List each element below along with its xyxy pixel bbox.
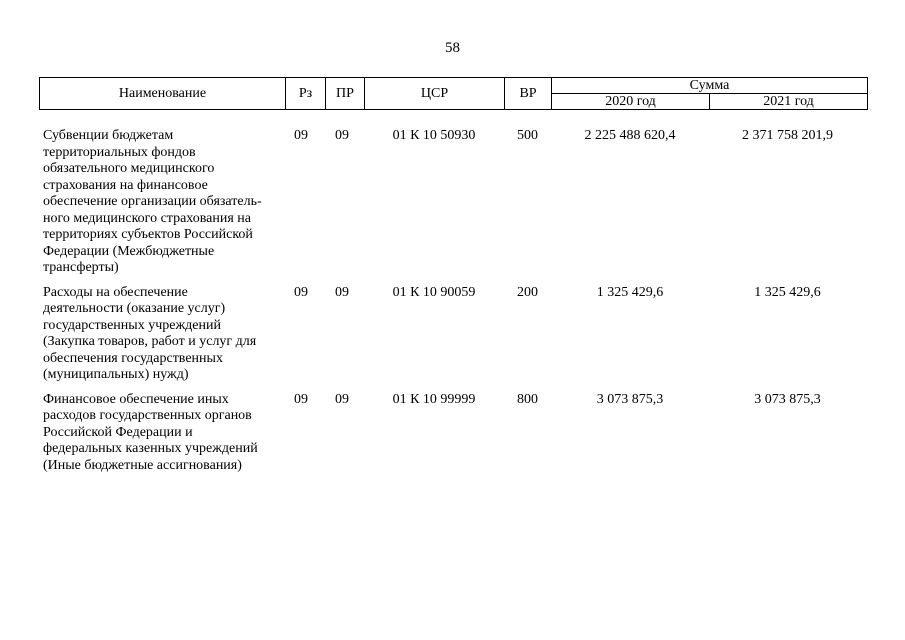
table-row <box>39 285 868 384</box>
cell-name-line: страхования на финансовое <box>43 177 208 193</box>
table-row <box>39 392 868 475</box>
header-vr: ВР <box>505 78 552 109</box>
cell-name-line: федеральных казенных учреждений <box>43 441 258 456</box>
cell-name-line: обязательного медицинского <box>43 161 215 176</box>
cell-rz: 09 <box>294 128 308 143</box>
cell-csr: 01 К 10 99999 <box>392 391 476 407</box>
cell-name-line: обеспечение организации обязатель- <box>43 194 262 209</box>
cell-sum-2021: 1 325 429,6 <box>754 284 821 300</box>
cell-name-line: (Закупка товаров, работ и услуг для <box>43 334 257 349</box>
cell-vr: 500 <box>517 128 538 143</box>
cell-pr: 09 <box>335 391 349 407</box>
cell-name-line: (муниципальных) нужд) <box>43 367 189 382</box>
cell-name-line: территориальных фондов <box>43 144 196 160</box>
page-number: 58 <box>445 40 460 56</box>
cell-name-line: трансферты) <box>43 260 119 275</box>
cell-vr: 200 <box>517 284 538 300</box>
cell-name-line: Субвенции бюджетам <box>43 128 174 143</box>
cell-name-line: расходов государственных органов <box>43 408 252 423</box>
cell-rz: 09 <box>294 284 308 300</box>
cell-name <box>43 128 285 277</box>
cell-sum-2020: 1 325 429,6 <box>596 284 664 300</box>
cell-pr: 09 <box>335 128 349 143</box>
cell-sum-2020: 3 073 875,3 <box>596 391 664 407</box>
cell-name-line: Расходы на обеспечение <box>43 284 188 300</box>
header-pr: ПР <box>326 78 365 109</box>
cell-vr: 800 <box>517 391 538 407</box>
cell-name-line: Российской Федерации и <box>43 424 193 440</box>
cell-name <box>43 392 285 475</box>
cell-name-line: ного медицинского страхования на <box>43 210 252 226</box>
cell-csr: 01 К 10 50930 <box>392 128 476 143</box>
cell-csr: 01 К 10 90059 <box>392 284 476 300</box>
cell-sum-2021: 3 073 875,3 <box>754 391 821 407</box>
cell-name-line: Федерации (Межбюджетные <box>43 243 215 259</box>
table-body <box>39 128 868 482</box>
header-year-2020: 2020 год <box>552 94 710 109</box>
cell-name <box>43 285 285 384</box>
header-name: Наименование <box>40 78 286 109</box>
table-row <box>39 128 868 277</box>
cell-name-line: Финансовое обеспечение иных <box>43 391 229 407</box>
cell-pr: 09 <box>335 284 349 300</box>
cell-name-line: государственных учреждений <box>43 317 221 333</box>
cell-sum-2020: 2 225 488 620,4 <box>584 128 676 143</box>
header-rz: Рз <box>286 78 326 109</box>
table-header <box>39 77 868 110</box>
cell-name-line: обеспечения государственных <box>43 350 223 366</box>
cell-name-line: деятельности (оказание услуг) <box>43 301 226 316</box>
cell-sum-2021: 2 371 758 201,9 <box>742 128 833 143</box>
cell-rz: 09 <box>294 391 308 407</box>
header-year-2021: 2021 год <box>763 93 814 109</box>
cell-name-line: территориях субъектов Российской <box>43 227 253 242</box>
cell-name-line: (Иные бюджетные ассигнования) <box>43 457 242 473</box>
header-csr: ЦСР <box>365 78 505 109</box>
header-sum: Сумма <box>552 78 867 94</box>
